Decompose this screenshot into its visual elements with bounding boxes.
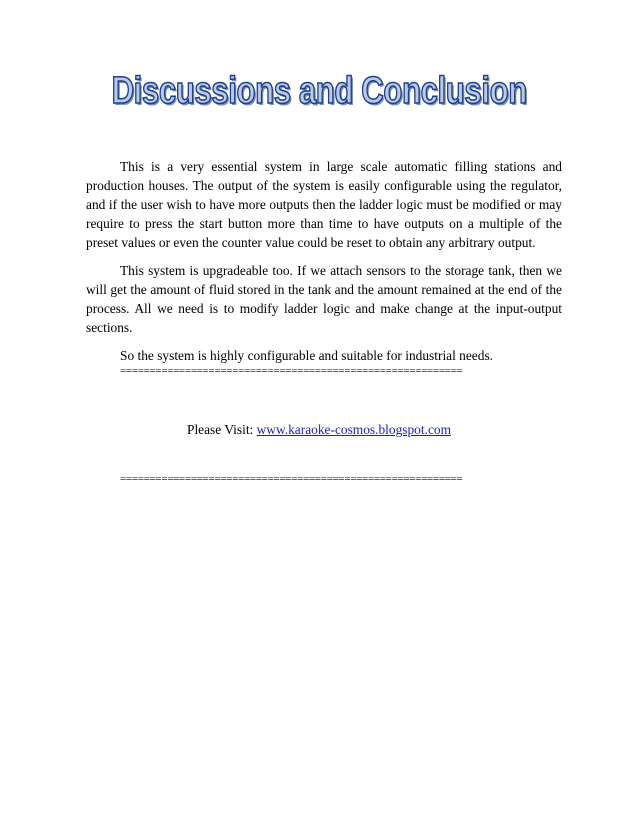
paragraph-2: This system is upgradeable too. If we attach sensors to the storage tank, then we will get the amount of fluid stored in the tank and the amount remained at the end of the process. All we need is to modify ladder logic and make change at the input-output sections. <box>86 263 562 335</box>
separator-bottom: ========================================================== <box>120 473 463 485</box>
page-title: Discussions and Conclusion <box>111 70 527 112</box>
visit-label: Please Visit: <box>187 422 257 437</box>
blog-link[interactable]: www.karaoke-cosmos.blogspot.com <box>256 422 451 437</box>
paragraph-3: So the system is highly configurable and suitable for industrial needs. <box>120 348 494 363</box>
visit-line <box>187 422 451 438</box>
body-text <box>86 157 562 374</box>
separator-top: ========================================================== <box>120 365 463 377</box>
title-container <box>0 72 638 110</box>
paragraph-1: This is a very essential system in large scale automatic filling stations and production houses. The output of the system is easily configurable using the regulator, and if the user wish to have more outputs then the ladder logic must be modified or may require to press the start button more than time to have outputs on a multiple of the preset values or even the counter value could be reset to obtain any arbitrary output. <box>86 159 562 250</box>
